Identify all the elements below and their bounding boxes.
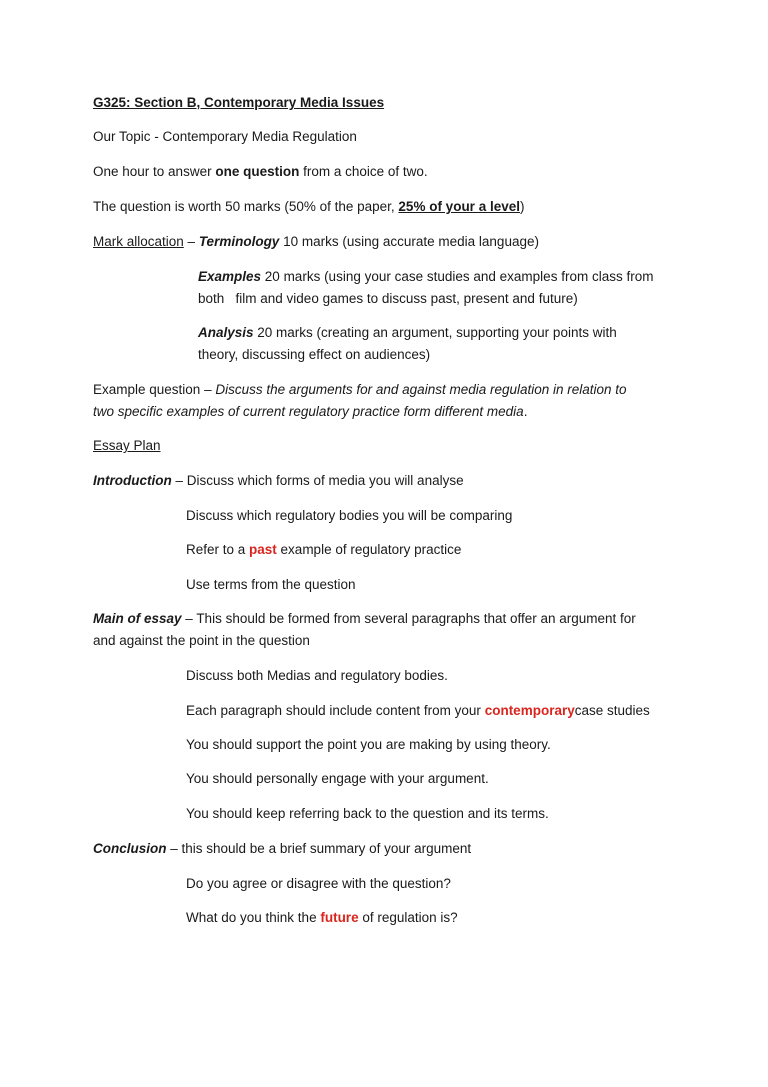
mark-allocation-line: Mark allocation – Terminology 10 marks (using accurate media language) <box>93 234 539 249</box>
examples-line-1: Examples 20 marks (using your case studies and examples from class from <box>198 269 654 284</box>
example-question-line-1: Example question – Discuss the arguments for and against media regulation in relation to <box>93 382 627 397</box>
main-essay-item: Each paragraph should include content from your contemporarycase studies <box>186 703 650 718</box>
exam-line: One hour to answer one question from a choice of two. <box>93 164 428 179</box>
worth-line: The question is worth 50 marks (50% of the paper, 25% of your a level) <box>93 199 525 214</box>
main-essay-item: You should personally engage with your argument. <box>186 771 489 786</box>
analysis-line-1: Analysis 20 marks (creating an argument, supporting your points with <box>198 325 617 340</box>
main-essay-item: Discuss both Medias and regulatory bodies. <box>186 668 448 683</box>
analysis-line-2: theory, discussing effect on audiences) <box>198 347 431 362</box>
example-question-line-2: two specific examples of current regulatory practice form different media. <box>93 404 528 419</box>
essay-plan-title: Essay Plan <box>93 438 161 453</box>
main-essay-item: You should support the point you are making by using theory. <box>186 737 551 752</box>
introduction-item: Discuss which regulatory bodies you will be comparing <box>186 508 513 523</box>
main-essay-item: You should keep referring back to the question and its terms. <box>186 806 549 821</box>
conclusion-line: Conclusion – this should be a brief summary of your argument <box>93 841 472 856</box>
topic-line: Our Topic - Contemporary Media Regulation <box>93 129 357 144</box>
document-heading: G325: Section B, Contemporary Media Issues <box>93 95 385 110</box>
main-essay-line-1: Main of essay – This should be formed from several paragraphs that offer an argument for <box>93 611 636 626</box>
introduction-item: Use terms from the question <box>186 577 356 592</box>
introduction-item: Refer to a past example of regulatory practice <box>186 542 462 557</box>
examples-line-2: both film and video games to discuss past, present and future) <box>198 291 578 306</box>
conclusion-item: What do you think the future of regulation is? <box>186 910 458 925</box>
main-essay-line-2: and against the point in the question <box>93 633 310 648</box>
conclusion-item: Do you agree or disagree with the question? <box>186 876 451 891</box>
introduction-line: Introduction – Discuss which forms of media you will analyse <box>93 473 464 488</box>
